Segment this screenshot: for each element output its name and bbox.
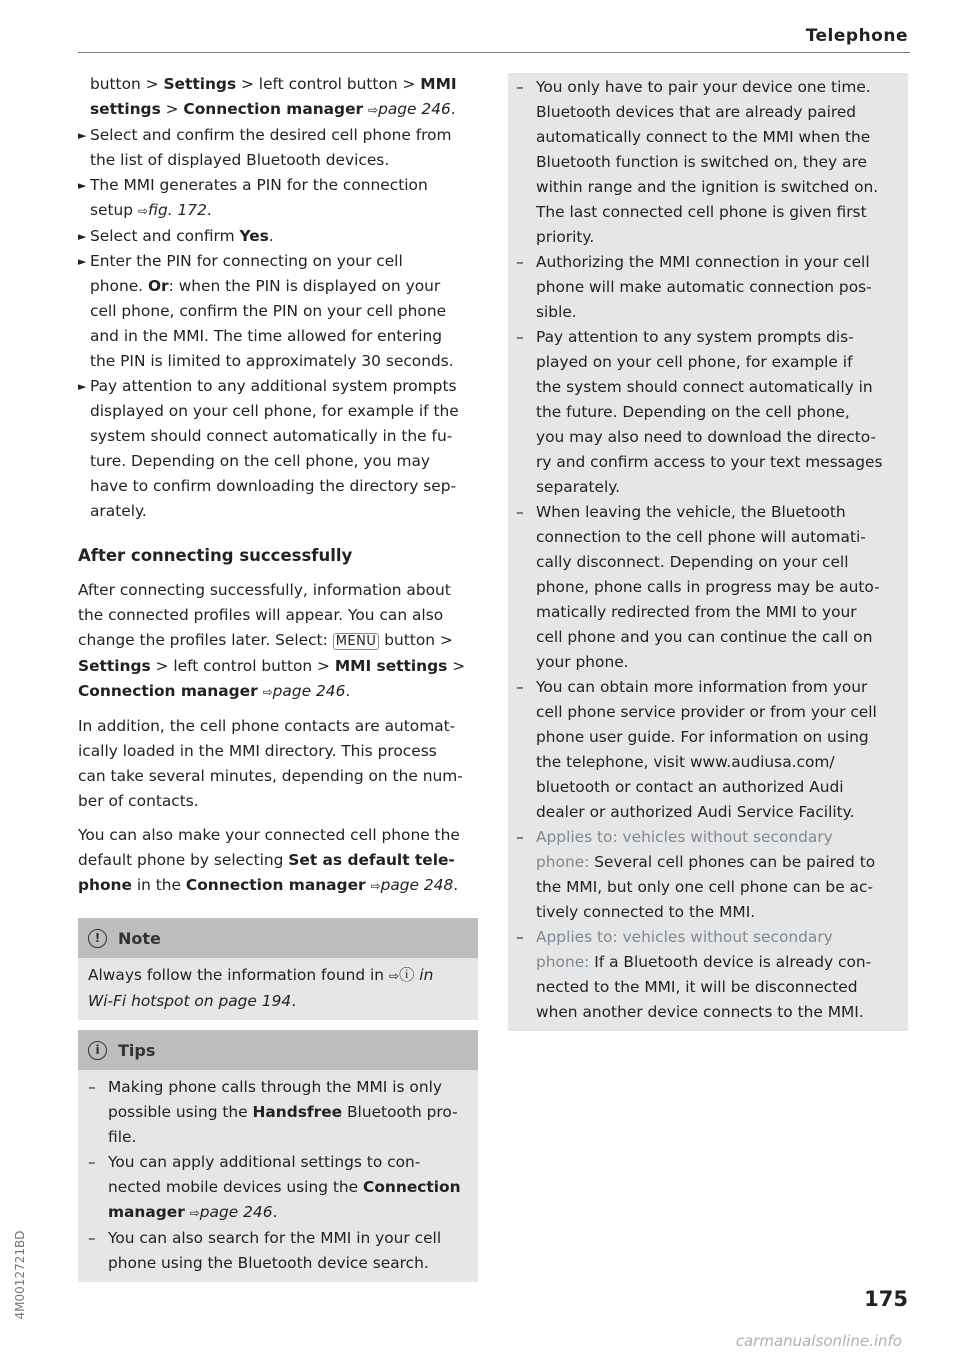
- watermark: carmanualsonline.info: [735, 1332, 902, 1350]
- tips-body: [78, 1070, 478, 1282]
- applies-to-note: Applies to: vehicles without secondary: [536, 928, 833, 946]
- section-title: Telephone: [805, 26, 908, 46]
- tips-title: Tips: [118, 1040, 156, 1060]
- page-ref-link[interactable]: page 248: [380, 876, 454, 894]
- continued-line-1: button > Settings > left control button > MMI: [90, 75, 457, 93]
- continued-line-2: settings > Connection manager ⇨page 246.: [90, 100, 456, 118]
- bullet-item: ► Pay attention to any additional system prompts displayed on your cell phone, for example if the system should connect automatically in the fu- ture. Depending on the cell phone, you may have to confirm downloading the directory sep- arately.: [78, 374, 478, 524]
- list-item: – When leaving the vehicle, the Bluetooth connection to the cell phone will automati- cally disconnect. Depending on your cell phone, phone calls in progress may be auto- matically redirected from the MMI to your cell phone and you can continue the call on your phone.: [516, 503, 880, 671]
- subheading: After connecting successfully: [78, 546, 353, 565]
- paragraph: After connecting successfully, information about the connected profiles will appear. You can also change the profiles later. Select: MENU button > Settings > left control button > MMI settings > Connection manager ⇨page 246.: [78, 581, 466, 700]
- bullet-item: ► Select and confirm Yes.: [78, 224, 478, 249]
- paragraph: You can also make your connected cell phone the default phone by selecting Set as default tele- phone in the Connection manager ⇨page 248.: [78, 826, 460, 894]
- list-item: – You only have to pair your device one time. Bluetooth devices that are already paired automatically connect to the MMI when the Bluetooth function is switched on, they are within range and the ignition is switched on. The last connected cell phone is given first priority.: [516, 78, 879, 246]
- exclamation-circle-icon: !: [88, 929, 107, 948]
- list-item: – Applies to: vehicles without secondary phone: If a Bluetooth device is already con- nected to the MMI, it will be disconnected when another device connects to the MMI.: [516, 925, 900, 1025]
- note-body: Always follow the information found in ⇨ⓘ in Wi-Fi hotspot on page 194.: [78, 958, 478, 1020]
- list-item: – Making phone calls through the MMI is only possible using the Handsfree Bluetooth pro- file.: [88, 1078, 458, 1146]
- header-rule: [78, 52, 910, 53]
- page-ref-link[interactable]: page 246: [378, 100, 451, 118]
- bullet-item: ► Enter the PIN for connecting on your cell phone. Or: when the PIN is displayed on your cell phone, confirm the PIN on your cell phone and in the MMI. The time allowed for entering the PIN is limited to approximately 30 seconds.: [78, 249, 478, 374]
- triangle-bullet-icon: ►: [78, 380, 87, 393]
- triangle-bullet-icon: ►: [78, 179, 87, 192]
- page-number: 175: [864, 1287, 908, 1311]
- bullet-item: ► The MMI generates a PIN for the connection setup ⇨fig. 172.: [78, 173, 478, 224]
- list-item: – You can also search for the MMI in your cell phone using the Bluetooth device search.: [88, 1229, 442, 1272]
- list-item: – You can apply additional settings to con- nected mobile devices using the Connection manager ⇨page 246.: [88, 1153, 461, 1221]
- page-ref-link[interactable]: page 246: [272, 682, 346, 700]
- note-box: [78, 918, 478, 1020]
- bullet-item: ► Select and confirm the desired cell phone from the list of displayed Bluetooth devices.: [78, 123, 478, 173]
- tips-header: [78, 1030, 478, 1070]
- left-column: [78, 72, 478, 1282]
- applies-to-note: phone:: [536, 953, 590, 971]
- tips-continued-box: [508, 73, 908, 1031]
- list-item: – Pay attention to any system prompts dis- played on your cell phone, for example if the system should connect automatically in the future. Depending on the cell phone, you may also need to download the directo- ry and confirm access to your text messages separately.: [516, 328, 883, 496]
- applies-to-note: phone:: [536, 853, 590, 871]
- note-title: Note: [118, 928, 161, 948]
- menu-key-label: MENU: [333, 633, 380, 650]
- triangle-bullet-icon: ►: [78, 255, 87, 268]
- list-item: – Applies to: vehicles without secondary phone: Several cell phones can be paired to the MMI, but only one cell phone can be ac- tively connected to the MMI.: [516, 825, 900, 925]
- note-ref-link[interactable]: Wi-Fi hotspot on page 194: [88, 992, 292, 1010]
- applies-to-note: Applies to: vehicles without secondary: [536, 828, 833, 846]
- list-item: – Authorizing the MMI connection in your cell phone will make automatic connection pos- sible.: [516, 253, 872, 321]
- figure-ref-link[interactable]: fig. 172: [148, 201, 207, 219]
- triangle-bullet-icon: ►: [78, 230, 87, 243]
- right-column: [508, 73, 908, 1031]
- exclamation-small-icon: ⓘ: [398, 966, 415, 984]
- paragraph: In addition, the cell phone contacts are automat- ically loaded in the MMI directory. This process can take several minutes, depending on the num- ber of contacts.: [78, 717, 463, 810]
- triangle-bullet-icon: ►: [78, 129, 87, 142]
- tips-box: [78, 1030, 478, 1282]
- list-item: – You can obtain more information from your cell phone service provider or from your cell phone user guide. For information on using the telephone, visit www.audiusa.com/ bluetooth or contact an authorized Audi dealer or authorized Audi Service Facility.: [516, 678, 877, 821]
- note-ref-link[interactable]: in: [419, 966, 434, 984]
- page-ref-link[interactable]: page 246: [199, 1203, 273, 1221]
- note-header: [78, 918, 478, 958]
- info-circle-icon: i: [88, 1041, 107, 1060]
- document-code: 4M0012721BD: [13, 1230, 27, 1320]
